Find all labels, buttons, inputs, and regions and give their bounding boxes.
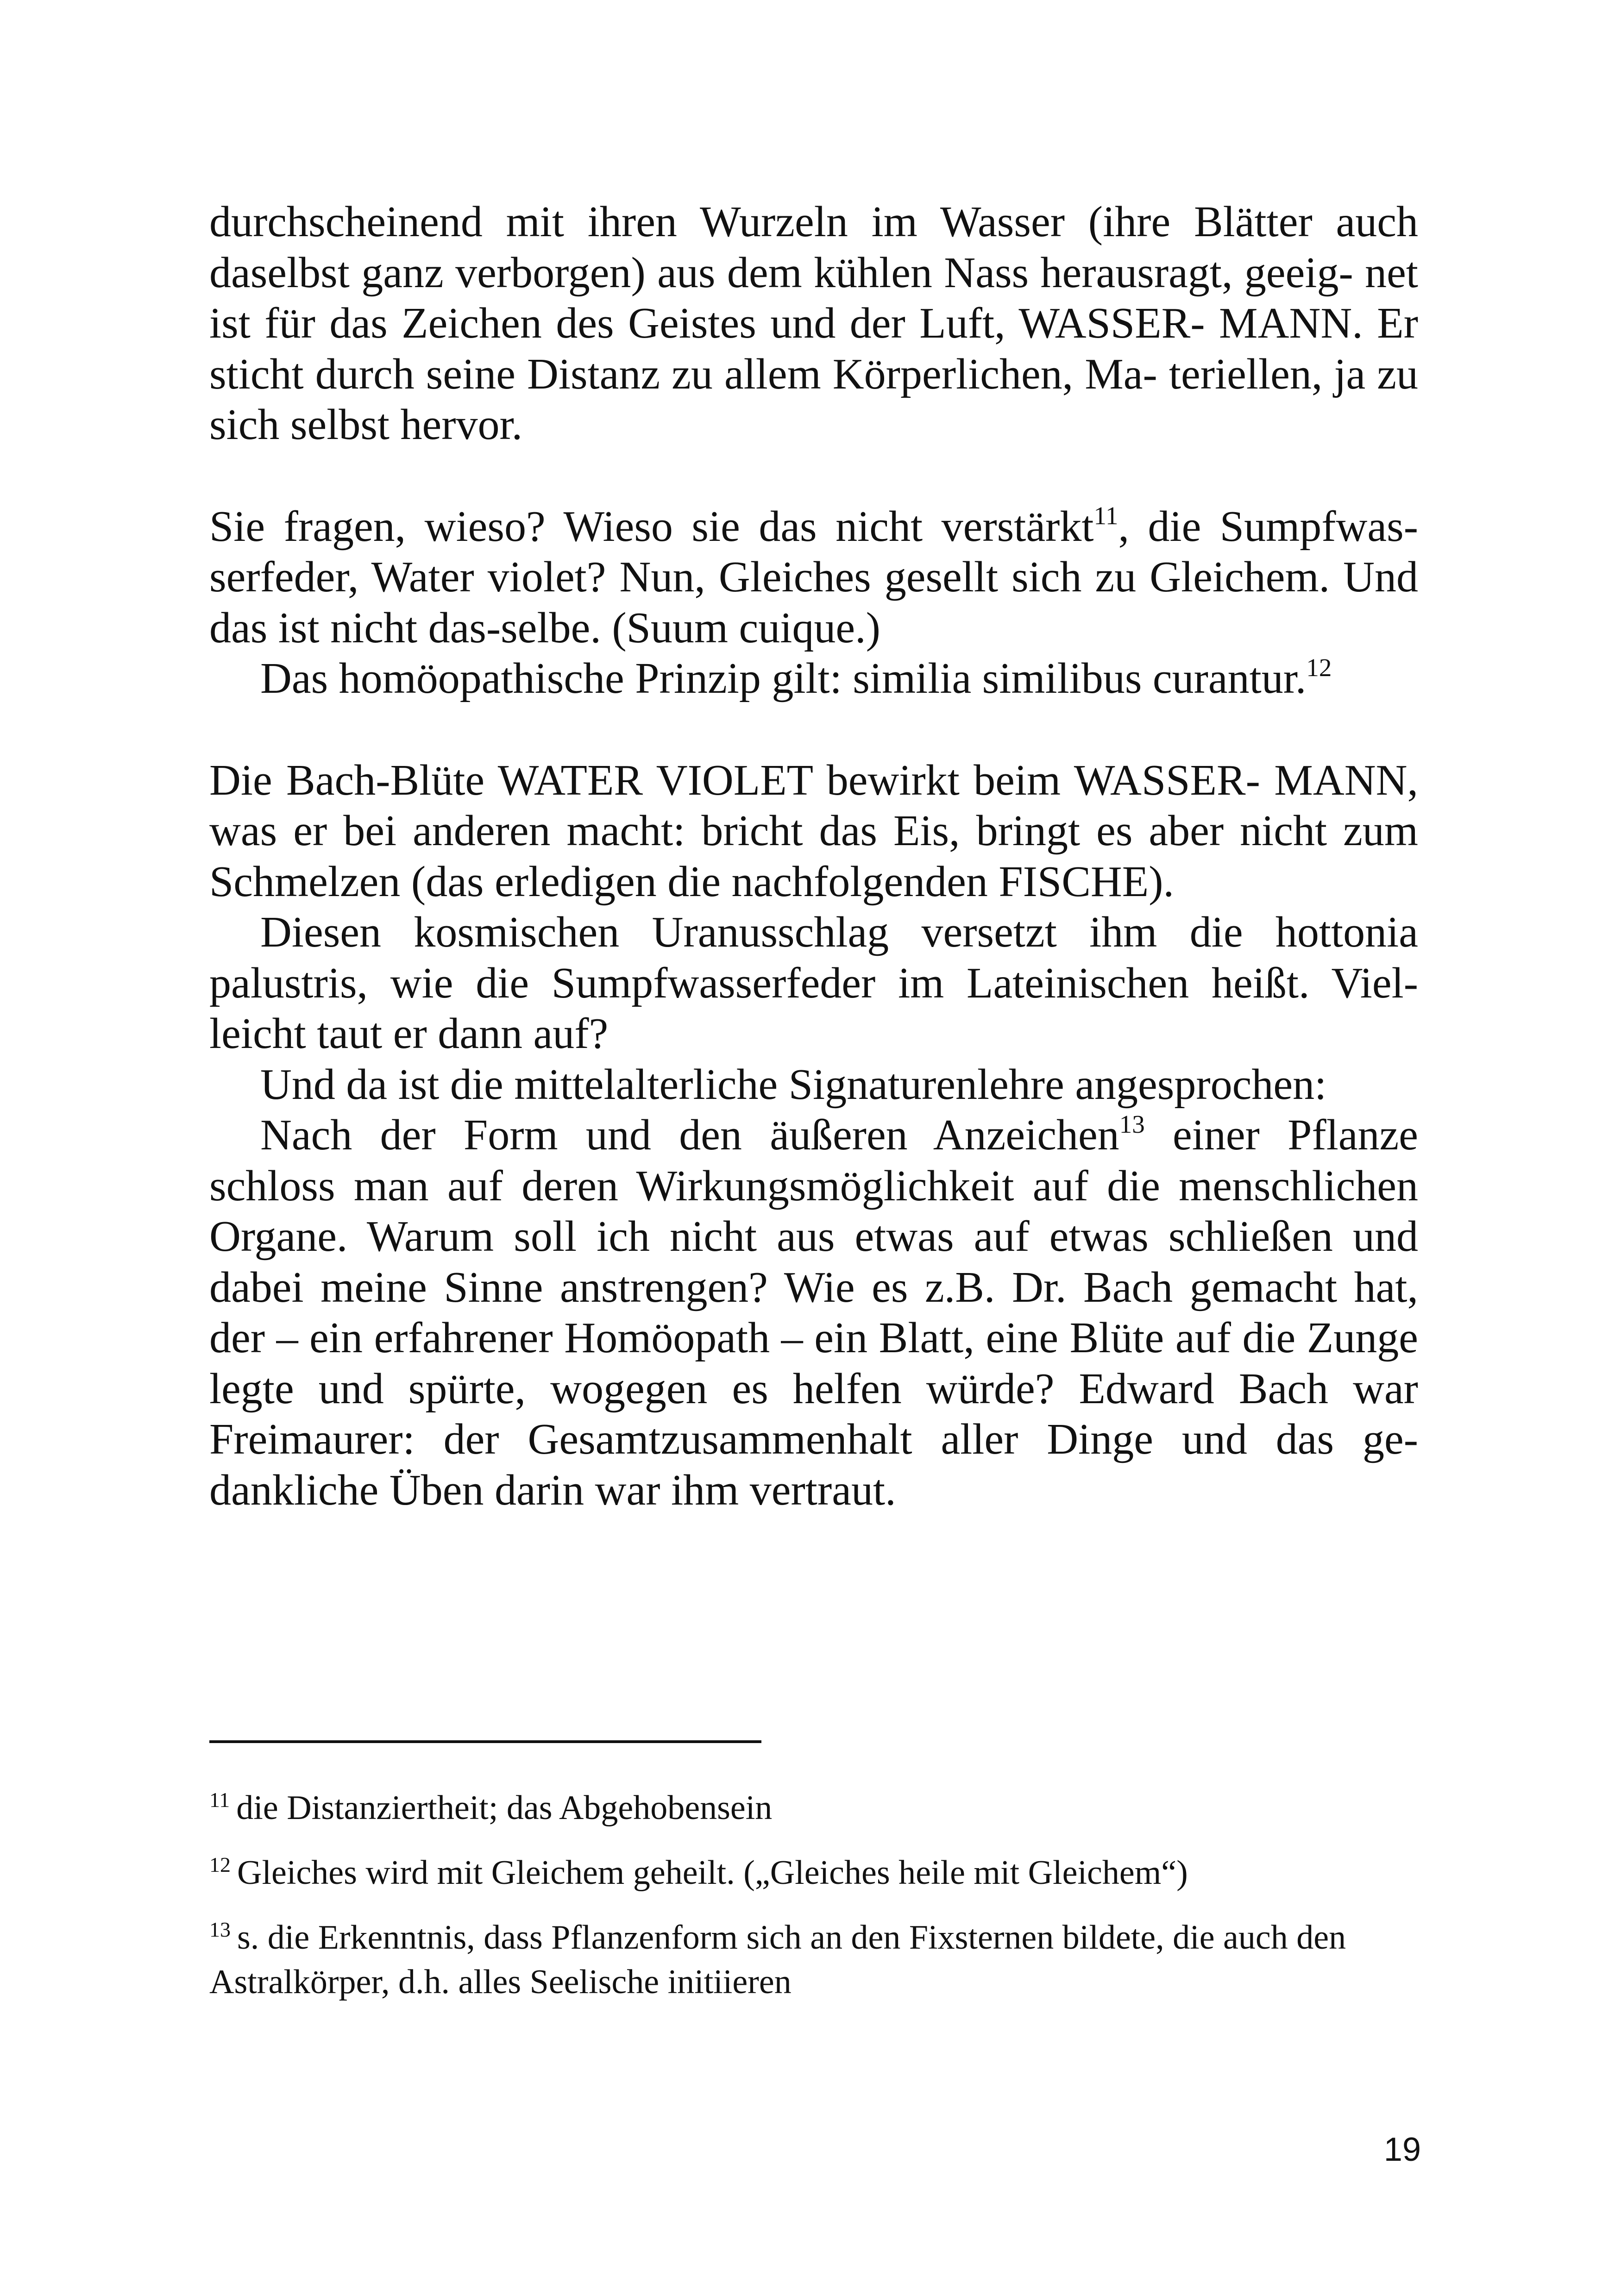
page-number: 19 xyxy=(1383,2131,1421,2168)
footnotes xyxy=(209,1786,1420,2025)
paragraph-4: Die Bach-Blüte WATER VIOLET bewirkt beim WASSER- MANN, was er bei anderen macht: bricht das Eis, bringt es aber nicht zum Schmelzen (das erledigen die nachfolgenden FISCHE). xyxy=(209,756,1418,906)
paragraph-2 xyxy=(209,502,1418,654)
footnote-text: s. die Erkenntnis, dass Pflanzenform sich an den Fixsternen bildete, die auch den Astralkörper, d.h. alles Seelische initiieren xyxy=(209,1919,1346,2001)
paragraph-7-text-b: einer Pflanze schloss man auf deren Wirkungsmöglichkeit auf die menschlichen Organe. Warum soll ich nicht aus etwas auf etwas schließen und dabei meine Sinne anstrengen? Wie es z.B. Dr. Bach gemacht hat, der – ein erfahrener Homöopath – ein Blatt, eine Blüte auf die Zunge legte und spürte, wogegen es helfen würde? Edward Bach war Freimaurer: der Gesamtzusammenhalt aller Dinge und das ge- dankliche Üben darin war ihm vertraut. xyxy=(209,1111,1418,1514)
footnote-ref-13: 13 xyxy=(1119,1110,1145,1138)
footnote-mark: 12 xyxy=(209,1853,231,1876)
paragraph-5: Diesen kosmischen Uranusschlag versetzt ihm die hottonia palustris, wie die Sumpfwasserfeder im Lateinischen heißt. Viel- leicht taut er dann auf? xyxy=(209,908,1418,1058)
paragraph-1: durchscheinend mit ihren Wurzeln im Wasser (ihre Blätter auch daselbst ganz verborgen) aus dem kühlen Nass herausragt, geeig- net ist für das Zeichen des Geistes und der Luft, WASSER- MANN. Er sticht durch seine Distanz zu allem Körperlichen, Ma- teriellen, ja zu sich selbst hervor. xyxy=(209,198,1418,449)
paragraph-gap xyxy=(209,704,1418,755)
footnote-mark: 11 xyxy=(209,1788,230,1812)
paragraph-2-text-a: Sie fragen, wieso? Wieso sie das nicht verstärkt xyxy=(209,502,1094,551)
paragraph-6: Und da ist die mittelalterliche Signaturenlehre angesprochen: xyxy=(260,1060,1327,1109)
paragraph-7 xyxy=(209,1110,1418,1516)
footnote-text: die Distanziertheit; das Abgehobensein xyxy=(236,1789,773,1827)
paragraph-2-text-b: , die Sumpfwas- serfeder, Water violet? Nun, Gleiches gesellt sich zu Gleichem. Und das ist nicht das-selbe. (Suum cuique.) xyxy=(209,502,1418,652)
footnote-ref-11: 11 xyxy=(1093,501,1118,530)
footnote-11 xyxy=(209,1786,1420,1830)
paragraph-gap xyxy=(209,451,1418,502)
footnote-separator xyxy=(209,1740,761,1743)
paragraph-7-text-a: Nach der Form und den äußeren Anzeichen xyxy=(260,1111,1119,1159)
footnote-mark: 13 xyxy=(209,1918,231,1941)
paragraph-3-text: Das homöopathische Prinzip gilt: similia similibus curantur. xyxy=(260,654,1307,703)
main-text xyxy=(209,197,1418,1516)
footnote-12 xyxy=(209,1851,1420,1895)
footnote-13 xyxy=(209,1915,1420,2004)
footnote-text: Gleiches wird mit Gleichem geheilt. („Gleiches heile mit Gleichem“) xyxy=(237,1854,1188,1892)
paragraph-3 xyxy=(209,653,1418,704)
footnote-ref-12: 12 xyxy=(1306,653,1332,682)
